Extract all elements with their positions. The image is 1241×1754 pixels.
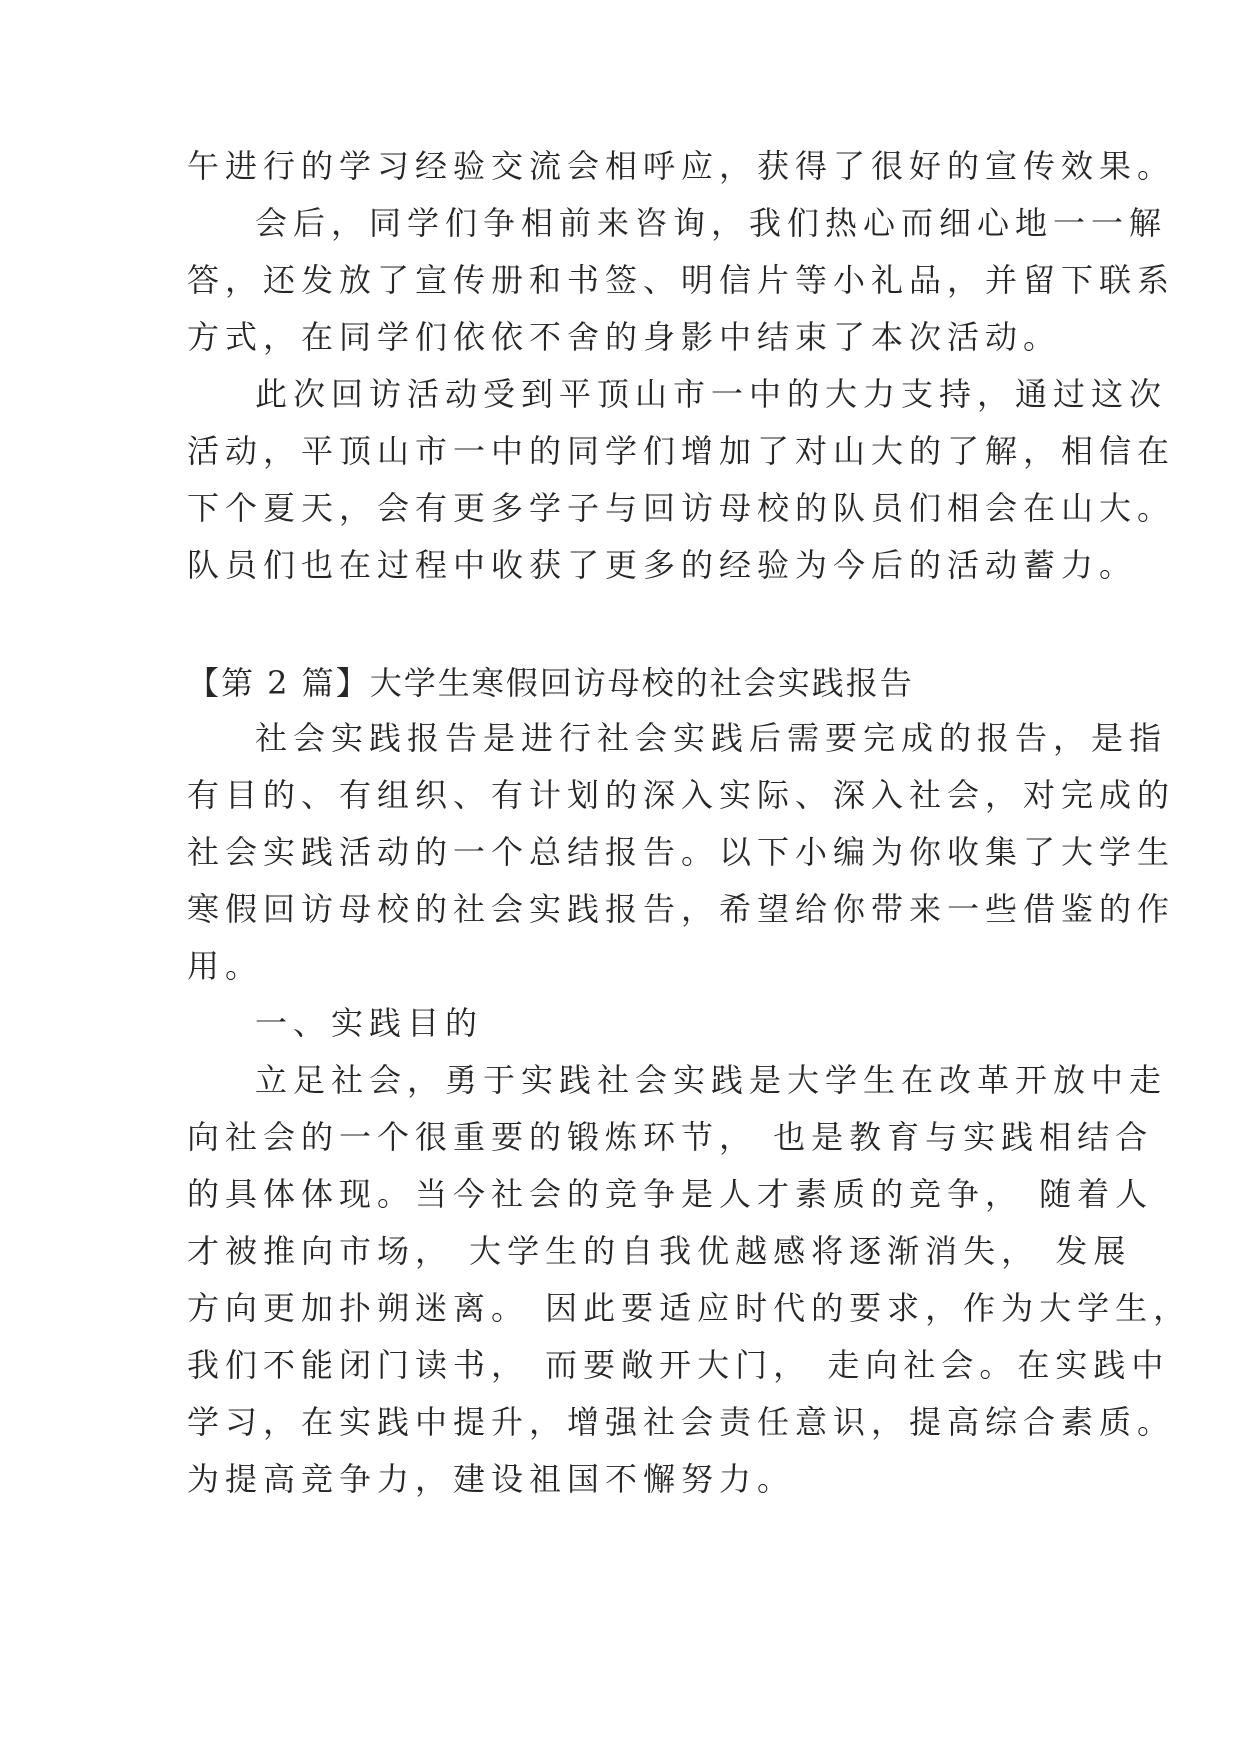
paragraph-line: 答，还发放了宣传册和书签、明信片等小礼品，并留下联系 [187, 261, 1176, 299]
section-heading: 【第 2 篇】大学生寒假回访母校的社会实践报告 [187, 664, 914, 702]
paragraph-line: 为提高竞争力，建设祖国不懈努力。 [187, 1460, 796, 1498]
paragraph-line: 社会实践活动的一个总结报告。以下小编为你收集了大学生 [187, 833, 1176, 871]
paragraph-line: 午进行的学习经验交流会相呼应，获得了很好的宣传效果。 [187, 147, 1176, 185]
paragraph-line: 有目的、有组织、有计划的深入实际、深入社会，对完成的 [187, 776, 1176, 814]
paragraph-line: 队员们也在过程中收获了更多的经验为今后的活动蓄力。 [187, 546, 1138, 584]
paragraph-line: 方式，在同学们依依不舍的身影中结束了本次活动。 [187, 318, 1062, 356]
paragraph-line: 向社会的一个很重要的锻炼环节， 也是教育与实践相结合 [187, 1118, 1154, 1156]
paragraph-line: 才被推向市场， 大学生的自我优越感将逐渐消失， 发展 [187, 1232, 1132, 1270]
paragraph-line: 活动，平顶山市一中的同学们增加了对山大的了解，相信在 [187, 432, 1176, 470]
paragraph-line: 立足社会，勇于实践社会实践是大学生在改革开放中走 [255, 1061, 1168, 1099]
paragraph-line: 此次回访活动受到平顶山市一中的大力支持，通过这次 [255, 375, 1168, 413]
paragraph-line: 方向更加扑朔迷离。 因此要适应时代的要求，作为大学生， [187, 1289, 1192, 1327]
paragraph-line: 下个夏天，会有更多学子与回访母校的队员们相会在山大。 [187, 489, 1176, 527]
paragraph-line: 学习，在实践中提升，增强社会责任意识，提高综合素质。 [187, 1403, 1176, 1441]
paragraph-line: 寒假回访母校的社会实践报告，希望给你带来一些借鉴的作 [187, 890, 1176, 928]
paragraph-line: 社会实践报告是进行社会实践后需要完成的报告，是指 [255, 719, 1168, 757]
paragraph-line: 用。 [187, 947, 264, 985]
paragraph-line: 会后，同学们争相前来咨询，我们热心而细心地一一解 [255, 204, 1168, 242]
paragraph-line: 我们不能闭门读书， 而要敞开大门， 走向社会。在实践中 [187, 1346, 1170, 1384]
subheading: 一、实践目的 [255, 1004, 484, 1042]
paragraph-line: 的具体体现。当今社会的竞争是人才素质的竞争， 随着人 [187, 1175, 1154, 1213]
